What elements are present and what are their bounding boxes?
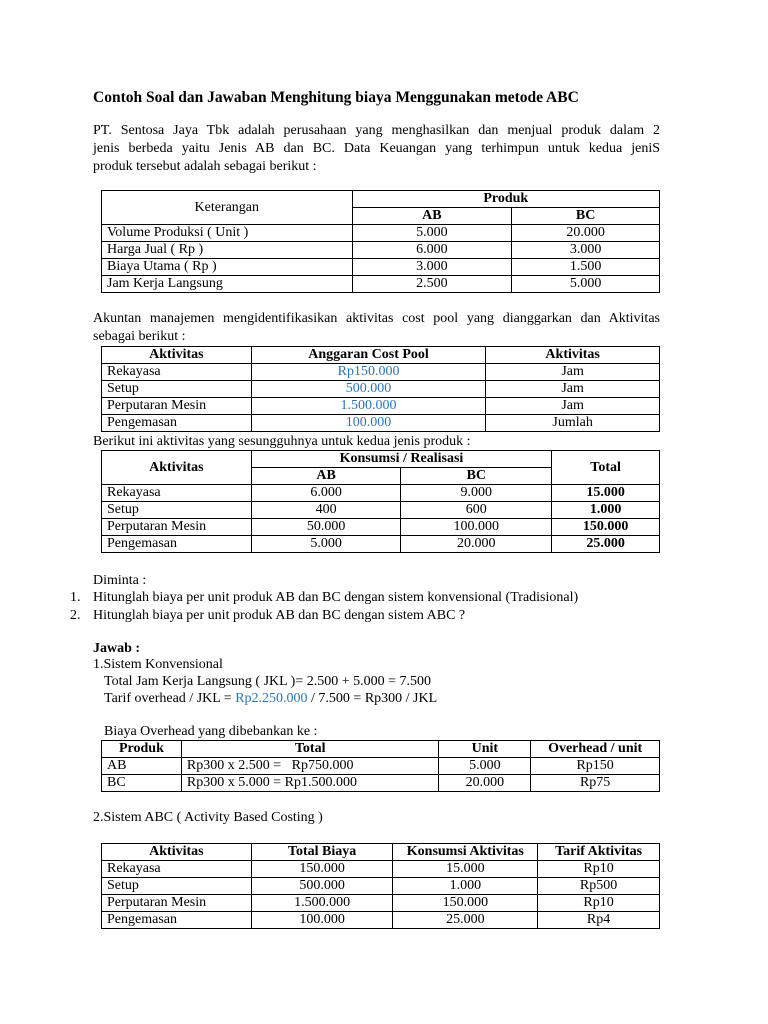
header-total: Total xyxy=(552,451,660,485)
cell-consumption: 25.000 xyxy=(393,912,538,929)
table-row xyxy=(102,536,660,553)
cell-ab: 5.000 xyxy=(352,225,512,242)
cell-overhead: Rp75 xyxy=(531,775,660,792)
table-row xyxy=(102,364,660,381)
section-heading-abc: 2.Sistem ABC ( Activity Based Costing ) xyxy=(93,810,323,825)
header-ab: AB xyxy=(352,208,512,225)
cell-driver: Jam xyxy=(486,364,660,381)
header-bc: BC xyxy=(512,208,660,225)
row-label: Harga Jual ( Rp ) xyxy=(102,242,353,259)
cell-budget: 500.000 xyxy=(251,381,486,398)
header-bc: BC xyxy=(401,468,552,485)
table-row xyxy=(102,259,660,276)
abc-rate-table xyxy=(101,843,660,929)
header-ab: AB xyxy=(251,468,401,485)
cell-rate: Rp10 xyxy=(538,861,660,878)
question-number: 1. xyxy=(70,590,81,605)
tarif-prefix: Tarif overhead / JKL = xyxy=(104,691,236,706)
cell-rate: Rp4 xyxy=(538,912,660,929)
tarif-calculation xyxy=(104,690,437,708)
table-row xyxy=(102,861,660,878)
table-row xyxy=(102,502,660,519)
cell-ab: 6.000 xyxy=(251,485,401,502)
cell-activity: Perputaran Mesin xyxy=(102,519,252,536)
row-label: Volume Produksi ( Unit ) xyxy=(102,225,353,242)
cell-total: 150.000 xyxy=(552,519,660,536)
cell-activity: Setup xyxy=(102,878,252,895)
header-overhead-unit: Overhead / unit xyxy=(531,741,660,758)
header-produk: Produk xyxy=(102,741,182,758)
header-aktivitas-unit: Aktivitas xyxy=(486,347,660,364)
cell-bc: 20.000 xyxy=(401,536,552,553)
cell-bc: 9.000 xyxy=(401,485,552,502)
section-heading-konvensional: 1.Sistem Konvensional xyxy=(93,657,223,672)
text-line: Akuntan manajemen mengidentifikasikan aktivitas cost pool yang dianggarkan dan Aktivitas xyxy=(93,311,660,326)
cell-total: 1.000 xyxy=(552,502,660,519)
cell-consumption: 1.000 xyxy=(393,878,538,895)
cell-budget: 1.500.000 xyxy=(251,398,486,415)
overhead-allocation-table xyxy=(101,740,660,792)
cell-activity: Pengemasan xyxy=(102,912,252,929)
cell-total: 25.000 xyxy=(552,536,660,553)
cell-activity: Rekayasa xyxy=(102,861,252,878)
header-produk: Produk xyxy=(352,191,659,208)
cell-activity: Rekayasa xyxy=(102,364,252,381)
header-aktivitas: Aktivitas xyxy=(102,451,252,485)
page-title: Contoh Soal dan Jawaban Menghitung biaya Menggunakan metode ABC xyxy=(93,89,579,106)
table-row xyxy=(102,519,660,536)
cell-bc: 5.000 xyxy=(512,276,660,293)
cost-pool-table xyxy=(101,346,660,432)
intro-line: produk tersebut adalah sebagai berikut : xyxy=(93,159,317,174)
tarif-value: Rp2.250.000 xyxy=(235,691,308,706)
cell-total-cost: 1.500.000 xyxy=(251,895,393,912)
cell-driver: Jumlah xyxy=(486,415,660,432)
cell-bc: 20.000 xyxy=(512,225,660,242)
question-number: 2. xyxy=(70,608,81,623)
header-aktivitas: Aktivitas xyxy=(102,844,252,861)
table-row xyxy=(102,912,660,929)
overhead-caption: Biaya Overhead yang dibebankan ke : xyxy=(104,724,318,739)
jkl-calculation: Total Jam Kerja Langsung ( JKL )= 2.500 + 5.000 = 7.500 xyxy=(104,674,432,689)
cell-consumption: 15.000 xyxy=(393,861,538,878)
table-row xyxy=(102,242,660,259)
table-row xyxy=(102,758,660,775)
cell-activity: Setup xyxy=(102,381,252,398)
table-row xyxy=(102,381,660,398)
cell-bc: 100.000 xyxy=(401,519,552,536)
header-tarif-aktivitas: Tarif Aktivitas xyxy=(538,844,660,861)
cell-budget: Rp150.000 xyxy=(251,364,486,381)
table-row xyxy=(102,398,660,415)
intro-paragraph xyxy=(93,122,660,176)
cell-ab: 50.000 xyxy=(251,519,401,536)
cell-total: 15.000 xyxy=(552,485,660,502)
cell-ab: 2.500 xyxy=(352,276,512,293)
cell-consumption: 150.000 xyxy=(393,895,538,912)
cell-rate: Rp10 xyxy=(538,895,660,912)
cell-total: Rp300 x 5.000 = Rp1.500.000 xyxy=(181,775,439,792)
cell-total: Rp300 x 2.500 = Rp750.000 xyxy=(181,758,439,775)
cell-total-cost: 100.000 xyxy=(251,912,393,929)
header-aktivitas: Aktivitas xyxy=(102,347,252,364)
table-row xyxy=(102,415,660,432)
cost-pool-paragraph xyxy=(93,310,660,346)
cell-activity: Perputaran Mesin xyxy=(102,398,252,415)
cell-driver: Jam xyxy=(486,398,660,415)
cell-bc: 3.000 xyxy=(512,242,660,259)
header-total: Total xyxy=(181,741,439,758)
header-konsumsi: Konsumsi / Realisasi xyxy=(251,451,551,468)
cell-activity: Setup xyxy=(102,502,252,519)
question-text: Hitunglah biaya per unit produk AB dan BC dengan sistem ABC ? xyxy=(93,608,466,623)
cell-total-cost: 150.000 xyxy=(251,861,393,878)
cell-product: AB xyxy=(102,758,182,775)
header-unit: Unit xyxy=(439,741,531,758)
row-label: Biaya Utama ( Rp ) xyxy=(102,259,353,276)
header-total-biaya: Total Biaya xyxy=(251,844,393,861)
cell-driver: Jam xyxy=(486,381,660,398)
cell-ab: 400 xyxy=(251,502,401,519)
intro-line: jenis berbeda yaitu Jenis AB dan BC. Data Keuangan yang terhimpun untuk kedua jeniS xyxy=(93,141,660,156)
cell-unit: 5.000 xyxy=(439,758,531,775)
cell-budget: 100.000 xyxy=(251,415,486,432)
cell-overhead: Rp150 xyxy=(531,758,660,775)
cell-activity: Perputaran Mesin xyxy=(102,895,252,912)
table-row xyxy=(102,775,660,792)
actual-activity-text: Berikut ini aktivitas yang sesungguhnya untuk kedua jenis produk : xyxy=(93,434,471,449)
cell-activity: Pengemasan xyxy=(102,415,252,432)
product-data-table xyxy=(101,190,660,293)
cell-product: BC xyxy=(102,775,182,792)
tarif-suffix: / 7.500 = Rp300 / JKL xyxy=(307,691,438,706)
cell-activity: Rekayasa xyxy=(102,485,252,502)
cell-bc: 600 xyxy=(401,502,552,519)
actual-consumption-table xyxy=(101,450,660,553)
question-text: Hitunglah biaya per unit produk AB dan BC dengan sistem konvensional (Tradisional) xyxy=(93,590,579,605)
cell-ab: 5.000 xyxy=(251,536,401,553)
diminta-label: Diminta : xyxy=(93,573,147,588)
table-row xyxy=(102,878,660,895)
cell-total-cost: 500.000 xyxy=(251,878,393,895)
row-label: Jam Kerja Langsung xyxy=(102,276,353,293)
table-row xyxy=(102,895,660,912)
header-konsumsi-aktivitas: Konsumsi Aktivitas xyxy=(393,844,538,861)
cell-unit: 20.000 xyxy=(439,775,531,792)
table-row xyxy=(102,485,660,502)
intro-line: PT. Sentosa Jaya Tbk adalah perusahaan yang menghasilkan dan menjual produk dalam 2 xyxy=(93,123,660,138)
header-keterangan: Keterangan xyxy=(102,191,353,225)
cell-ab: 3.000 xyxy=(352,259,512,276)
table-row xyxy=(102,276,660,293)
cell-bc: 1.500 xyxy=(512,259,660,276)
cell-ab: 6.000 xyxy=(352,242,512,259)
header-anggaran: Anggaran Cost Pool xyxy=(251,347,486,364)
text-line: sebagai berikut : xyxy=(93,329,186,344)
cell-activity: Pengemasan xyxy=(102,536,252,553)
jawab-heading: Jawab : xyxy=(93,641,141,656)
table-row xyxy=(102,225,660,242)
cell-rate: Rp500 xyxy=(538,878,660,895)
